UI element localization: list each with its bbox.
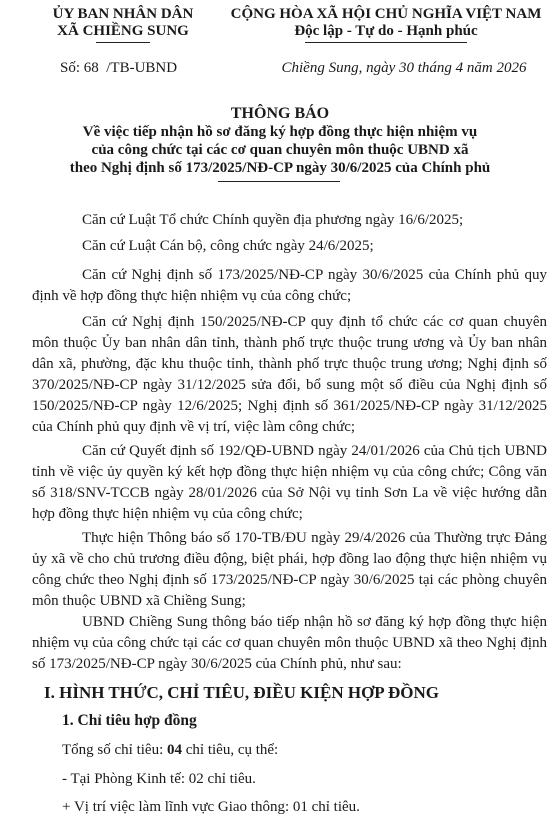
quota-item-1: - Tại Phòng Kinh tế: 02 chỉ tiêu. [62,771,256,787]
quota-total-prefix: Tổng số chỉ tiêu: [62,742,167,758]
subject-line-1: Về việc tiếp nhận hồ sơ đăng ký hợp đồng thực hiện nhiệm vụ [82,124,478,140]
subject-line-3: theo Nghị định số 173/2025/NĐ-CP ngày 30/6/2025 của Chính phủ [69,160,491,176]
legal-basis-1: Căn cứ Luật Tổ chức Chính quyền địa phương ngày 16/6/2025; [82,212,464,228]
legal-basis-3: Căn cứ Nghị định số 173/2025/NĐ-CP ngày 30/6/2025 của Chính phủ quy định về hợp đồng thực hiện nhiệm vụ của công chức; [32,267,547,304]
quota-total-value: 04 [167,742,182,758]
announcement-paragraph: UBND Chiềng Sung thông báo tiếp nhận hồ sơ đăng ký hợp đồng thực hiện nhiệm vụ của công chức tại các cơ quan chuyên môn thuộc UBND xã theo Nghị định số 173/2025/NĐ-CP ngày 30/6/2025 của Chính phủ, như sau: [32,614,547,672]
quota-item-2: + Vị trí việc làm lĩnh vực Giao thông: 01 chỉ tiêu. [62,799,360,815]
quota-total-suffix: chỉ tiêu, cụ thể: [182,742,279,758]
legal-basis-2: Căn cứ Luật Cán bộ, công chức ngày 24/6/2025; [82,238,374,254]
section-heading: I. HÌNH THỨC, CHỈ TIÊU, ĐIỀU KIỆN HỢP ĐỒNG [44,683,440,702]
legal-basis-5: Căn cứ Quyết định số 192/QĐ-UBND ngày 24/01/2026 của Chủ tịch UBND tỉnh về việc ủy quyền ký kết hợp đồng thực hiện nhiệm vụ của công chức; Công văn số 318/SNV-TCCB ngày 28/01/2026 của Sở Nội vụ tỉnh Sơn La về việc hướng dẫn hợp đồng thực hiện nhiệm vụ của công chức; [32,443,547,522]
national-title: CỘNG HÒA XÃ HỘI CHỦ NGHĨA VIỆT NAM [230,6,542,22]
authority-underline [96,42,150,43]
document-number: Số: 68 /TB-UBND [60,60,178,76]
national-motto: Độc lập - Tự do - Hạnh phúc [294,23,478,39]
subject-underline [218,181,340,182]
document-title: THÔNG BÁO [230,105,330,122]
quota-total-line [62,740,278,760]
subject-line-2: của công chức tại các cơ quan chuyên môn thuộc UBND xã [91,142,469,158]
issuing-authority-line1: ỦY BAN NHÂN DÂN [52,6,194,22]
issuing-authority-line2: XÃ CHIỀNG SUNG [57,23,189,39]
subsection-heading: 1. Chỉ tiêu hợp đồng [62,712,197,729]
implementation-basis: Thực hiện Thông báo số 170-TB/ĐU ngày 29/4/2026 của Thường trực Đảng ủy xã về cho chủ trương điều động, biệt phái, hợp đồng lao động thực hiện nhiệm vụ công chức theo Nghị định số 173/2025/NĐ-CP ngày 30/6/2025 tại các phòng chuyên môn thuộc UBND xã Chiềng Sung; [32,530,547,609]
motto-underline [305,42,467,43]
legal-basis-4: Căn cứ Nghị định 150/2025/NĐ-CP quy định tổ chức các cơ quan chuyên môn thuộc Ủy ban nhân dân tỉnh, thành phố trực thuộc trung ương và Ủy ban nhân dân xã, phường, đặc khu thuộc tỉnh, thành phố trực thuộc trung ương; Nghị định số 370/2025/NĐ-CP ngày 31/12/2025 sửa đổi, bổ sung một số điều của Nghị định số 150/2025/NĐ-CP ngày 12/6/2025; Nghị định số 361/2025/NĐ-CP ngày 31/12/2025 của Chính phủ quy định về vị trí, việc làm công chức; [32,314,547,435]
place-and-date: Chiềng Sung, ngày 30 tháng 4 năm 2026 [281,60,527,76]
